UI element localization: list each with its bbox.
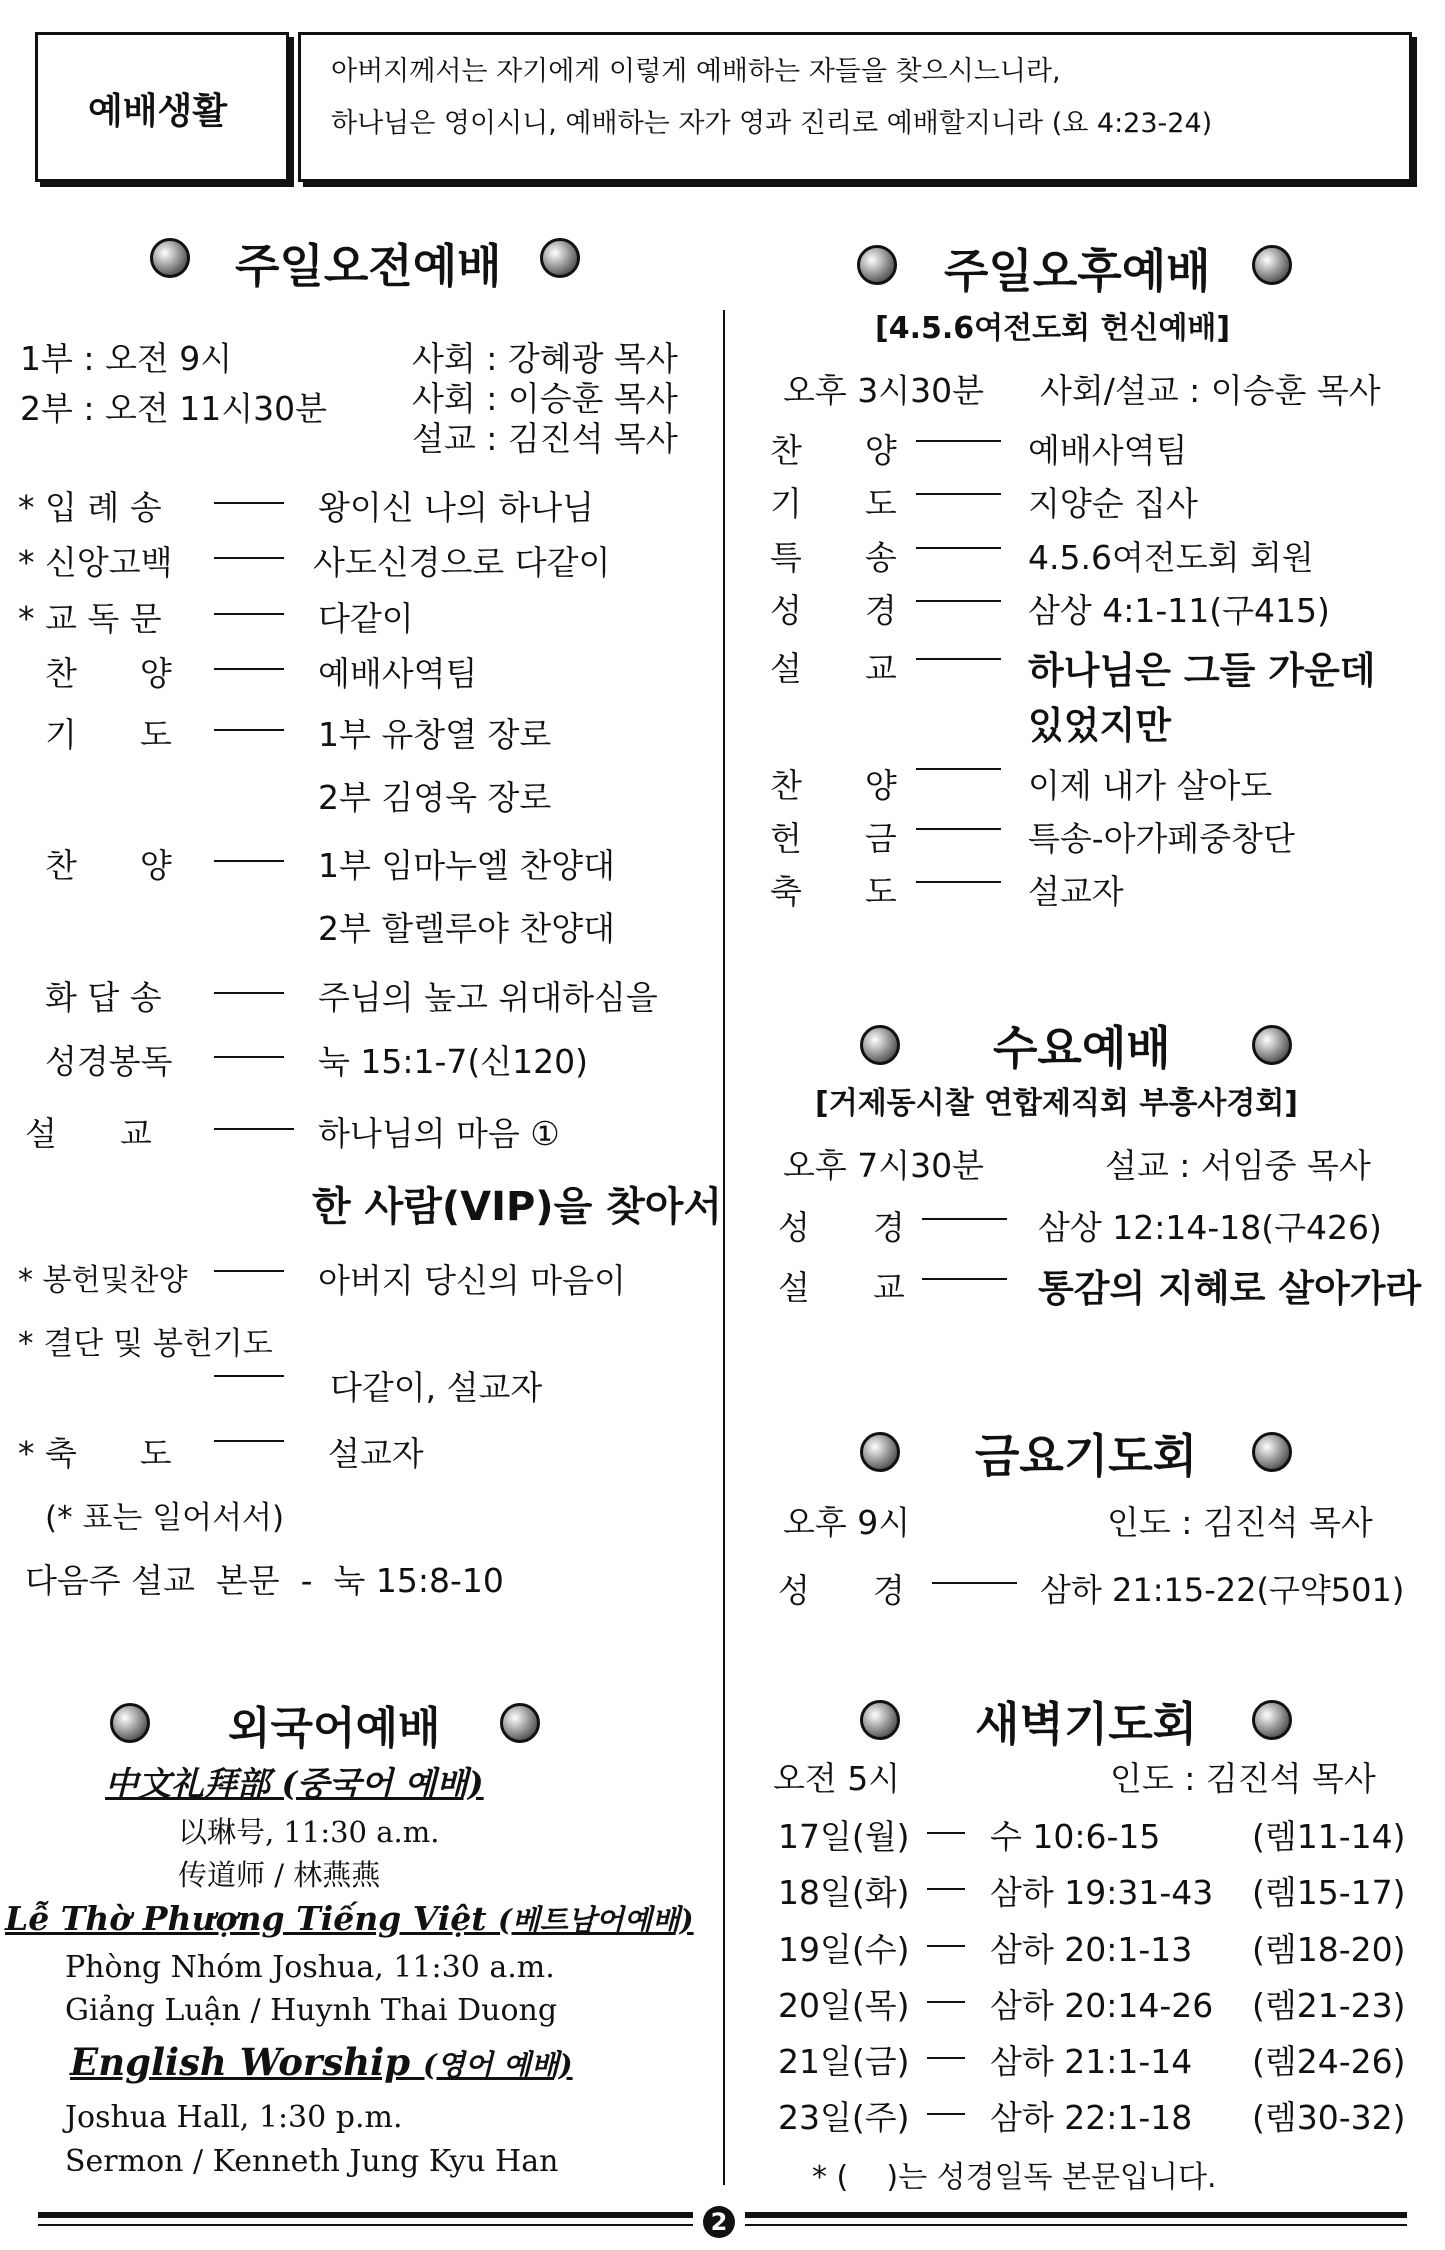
- leader-dash: [214, 1270, 284, 1272]
- bullet-ball-icon: [1252, 1432, 1292, 1472]
- dawn-row-read: (렘30-32): [1252, 2098, 1406, 2137]
- english-service-line2: Sermon / Kenneth Jung Kyu Han: [65, 2144, 559, 2179]
- chinese-service-line2: 传道师 / 林燕燕: [178, 1858, 381, 1892]
- wednesday-time: 오후 7시30분: [783, 1146, 984, 1185]
- viet-service-name: Lễ Thờ Phượng Tiếng Việt: [5, 1899, 487, 1938]
- leader-dash: [927, 1945, 965, 1947]
- wednesday-item-value: 삼상 12:14-18(구426): [1038, 1208, 1382, 1247]
- leader-dash: [214, 992, 284, 994]
- leader-dash: [927, 1832, 965, 1834]
- morning-item-label: 화 답 송: [45, 978, 162, 1017]
- dawn-row-text: 삼하 20:1-13: [990, 1930, 1193, 1969]
- leader-dash: [916, 828, 1001, 830]
- leader-dash: [927, 2113, 965, 2115]
- dawn-row-text: 삼하 20:14-26: [990, 1986, 1214, 2025]
- bullet-ball-icon: [857, 245, 897, 285]
- friday-time: 오후 9시: [783, 1503, 911, 1542]
- afternoon-item-value: 4.5.6여전도회 회원: [1028, 538, 1314, 577]
- morning-item-value: 왕이신 나의 하나님: [318, 488, 595, 527]
- header-title-box: [35, 32, 289, 182]
- morning-item-label: 성경봉독: [45, 1042, 173, 1081]
- afternoon-item-value: 이제 내가 살아도: [1028, 766, 1273, 805]
- friday-label: 성 경: [778, 1571, 905, 1610]
- dawn-row-read: (렘18-20): [1252, 1930, 1406, 1969]
- friday-value: 삼하 21:15-22(구약501): [1040, 1571, 1405, 1609]
- morning-preacher: 설교 : 김진석 목사: [412, 419, 678, 458]
- afternoon-sermon-title: 하나님은 그들 가운데: [1028, 649, 1376, 692]
- dawn-note: * ( )는 성경일독 본문입니다.: [812, 2160, 1217, 2195]
- morning-sermon-title: 한 사람(VIP)을 찾아서: [312, 1184, 723, 1230]
- english-service-suffix: (영어 예배): [422, 2048, 573, 2082]
- morning-item-value: 눅 15:1-7(신120): [318, 1042, 588, 1081]
- afternoon-item-value: 설교자: [1028, 872, 1124, 911]
- wednesday-subtitle: [거제동시찰 연합제직회 부흥사경회]: [815, 1086, 1299, 1121]
- dawn-row-day: 19일(수): [778, 1930, 910, 1969]
- wednesday-preacher: 설교 : 서임중 목사: [1105, 1146, 1371, 1185]
- morning-item-value: 1부 임마누엘 찬양대: [318, 846, 615, 885]
- morning-item-label: * 봉헌및찬양: [18, 1263, 188, 1298]
- afternoon-sermon-title2: 있었지만: [1028, 704, 1171, 747]
- leader-dash: [916, 600, 1001, 602]
- bottom-rule-right-thin: [745, 2224, 1407, 2226]
- afternoon-item-label: 성 경: [770, 591, 897, 630]
- dawn-row-read: (렘24-26): [1252, 2042, 1406, 2081]
- wednesday-sermon-title: 통감의 지혜로 살아가라: [1038, 1267, 1422, 1310]
- dawn-leader: 인도 : 김진석 목사: [1110, 1759, 1376, 1798]
- chinese-service-line1: 以琳号, 11:30 a.m.: [178, 1815, 440, 1849]
- leader-dash: [916, 658, 1001, 660]
- leader-dash: [932, 1582, 1017, 1584]
- morning-host1: 사회 : 강혜광 목사: [412, 339, 678, 378]
- bullet-ball-icon: [1252, 1700, 1292, 1740]
- leader-dash: [214, 613, 284, 615]
- english-service-line1: Joshua Hall, 1:30 p.m.: [65, 2100, 403, 2135]
- bullet-ball-icon: [860, 1432, 900, 1472]
- morning-item-value: 1부 유창열 장로: [318, 715, 552, 754]
- afternoon-item-label: 설 교: [770, 649, 897, 688]
- dawn-time: 오전 5시: [773, 1759, 901, 1798]
- dawn-row-day: 23일(주): [778, 2098, 910, 2137]
- afternoon-title: 주일오후예배: [944, 244, 1211, 298]
- morning-item-label: 찬 양: [45, 846, 172, 885]
- dawn-row-day: 20일(목): [778, 1986, 910, 2025]
- leader-dash: [916, 493, 1001, 495]
- morning-item-value: 예배사역팀: [318, 654, 478, 693]
- dawn-row-day: 17일(월): [778, 1817, 910, 1856]
- english-service-title: [70, 2040, 573, 2084]
- morning-item-value: 다같이: [318, 599, 414, 638]
- leader-dash: [214, 1128, 294, 1130]
- dawn-row-read: (렘21-23): [1252, 1986, 1406, 2025]
- column-divider: [723, 310, 725, 2185]
- leader-dash: [214, 729, 284, 731]
- afternoon-item-label: 헌 금: [770, 819, 897, 858]
- afternoon-item-label: 기 도: [770, 484, 897, 523]
- dawn-row-day: 18일(화): [778, 1873, 910, 1912]
- foreign-title: 외국어예배: [228, 1703, 441, 1754]
- leader-dash: [927, 1888, 965, 1890]
- leader-dash: [214, 1440, 284, 1442]
- morning-item-value: 사도신경으로 다같이: [313, 543, 611, 582]
- viet-service-line1: Phòng Nhóm Joshua, 11:30 a.m.: [65, 1950, 555, 1985]
- morning-time2: 2부 : 오전 11시30분: [20, 389, 327, 428]
- dawn-title: 새벽기도회: [975, 1697, 1198, 1751]
- afternoon-item-value: 삼상 4:1-11(구415): [1028, 591, 1330, 630]
- afternoon-item-value: 예배사역팀: [1028, 431, 1188, 470]
- header-verse-line2: 하나님은 영이시니, 예배하는 자가 영과 진리로 예배할지니라 (요 4:23-24): [331, 108, 1213, 139]
- leader-dash: [214, 557, 284, 559]
- dawn-row-read: (렘11-14): [1252, 1817, 1406, 1856]
- bullet-ball-icon: [860, 1700, 900, 1740]
- leader-dash: [922, 1218, 1007, 1220]
- bullet-ball-icon: [500, 1703, 540, 1743]
- viet-service-line2: Giảng Luận / Huynh Thai Duong: [65, 1993, 558, 2028]
- dawn-row-text: 삼하 21:1-14: [990, 2042, 1193, 2081]
- morning-time1: 1부 : 오전 9시: [20, 339, 233, 378]
- dawn-row-day: 21일(금): [778, 2042, 910, 2081]
- morning-item-value2: 2부 할렐루야 찬양대: [318, 909, 615, 948]
- dawn-row-text: 삼하 19:31-43: [990, 1873, 1214, 1912]
- bottom-rule-right: [745, 2212, 1407, 2218]
- morning-item-label: 찬 양: [45, 654, 172, 693]
- header-verse-line1: 아버지께서는 자기에게 이렇게 예배하는 자들을 찾으시느니라,: [331, 56, 1061, 87]
- afternoon-item-label: 축 도: [770, 872, 897, 911]
- morning-item-value: 설교자: [328, 1434, 424, 1473]
- morning-title: 주일오전예배: [235, 239, 502, 293]
- dawn-row-read: (렘15-17): [1252, 1873, 1406, 1912]
- leader-dash: [927, 2001, 965, 2003]
- morning-item-label: * 축 도: [18, 1434, 172, 1473]
- leader-dash: [927, 2057, 965, 2059]
- leader-dash: [922, 1278, 1007, 1280]
- leader-dash: [214, 1375, 284, 1377]
- afternoon-item-label: 특 송: [770, 538, 897, 577]
- afternoon-subtitle: [4.5.6여전도회 헌신예배]: [875, 311, 1231, 346]
- bullet-ball-icon: [1252, 1025, 1292, 1065]
- morning-next: 다음주 설교 본문 - 눅 15:8-10: [25, 1561, 504, 1600]
- dawn-row-text: 수 10:6-15: [990, 1817, 1161, 1856]
- wednesday-title: 수요예배: [993, 1021, 1171, 1075]
- morning-sermon-value: 하나님의 마음 ①: [318, 1114, 560, 1153]
- english-service-name: English Worship: [70, 2040, 411, 2084]
- wednesday-item-label: 성 경: [778, 1208, 905, 1247]
- wednesday-item-label: 설 교: [778, 1268, 905, 1307]
- afternoon-item-value: 특송-아가페중창단: [1028, 819, 1295, 858]
- leader-dash: [916, 768, 1001, 770]
- chinese-service-title: 中文礼拜部 (중국어 예배): [105, 1764, 484, 1803]
- leader-dash: [214, 502, 284, 504]
- bottom-rule-left: [38, 2212, 693, 2218]
- morning-item-value: 아버지 당신의 마음이: [318, 1261, 626, 1300]
- morning-host2: 사회 : 이승훈 목사: [412, 379, 678, 418]
- friday-leader: 인도 : 김진석 목사: [1107, 1503, 1373, 1542]
- bullet-ball-icon: [860, 1025, 900, 1065]
- leader-dash: [214, 860, 284, 862]
- morning-item-label: 기 도: [45, 715, 172, 754]
- leader-dash: [916, 440, 1001, 442]
- viet-service-suffix: (베트남어예배): [498, 1903, 694, 1937]
- morning-item-value2: 2부 김영욱 장로: [318, 778, 552, 817]
- morning-item-label: * 신앙고백: [18, 543, 173, 582]
- viet-service-title: [5, 1898, 694, 1939]
- morning-item-label: * 결단 및 봉헌기도: [18, 1326, 273, 1362]
- afternoon-item-value: 지양순 집사: [1028, 484, 1198, 523]
- morning-item-label: * 교 독 문: [18, 599, 162, 638]
- bullet-ball-icon: [1252, 245, 1292, 285]
- page-number: 2: [703, 2206, 735, 2238]
- friday-title: 금요기도회: [975, 1429, 1198, 1483]
- leader-dash: [916, 547, 1001, 549]
- morning-item-label: 설 교: [25, 1114, 152, 1153]
- leader-dash: [214, 1056, 284, 1058]
- afternoon-item-label: 찬 양: [770, 431, 897, 470]
- bottom-rule-left-thin: [38, 2224, 693, 2226]
- afternoon-host: 사회/설교 : 이승훈 목사: [1040, 371, 1381, 410]
- afternoon-time: 오후 3시30분: [783, 371, 984, 410]
- bullet-ball-icon: [540, 238, 580, 278]
- morning-item-label: * 입 례 송: [18, 488, 162, 527]
- bullet-ball-icon: [110, 1703, 150, 1743]
- bullet-ball-icon: [150, 238, 190, 278]
- morning-note: (* 표는 일어서서): [45, 1500, 285, 1536]
- header-title: 예배생활: [88, 91, 228, 132]
- afternoon-item-label: 찬 양: [770, 766, 897, 805]
- leader-dash: [214, 668, 284, 670]
- morning-item-value: 다같이, 설교자: [330, 1368, 543, 1407]
- morning-item-value: 주님의 높고 위대하심을: [318, 978, 658, 1017]
- dawn-row-text: 삼하 22:1-18: [990, 2098, 1193, 2137]
- leader-dash: [916, 881, 1001, 883]
- header-verse-box: [298, 32, 1412, 182]
